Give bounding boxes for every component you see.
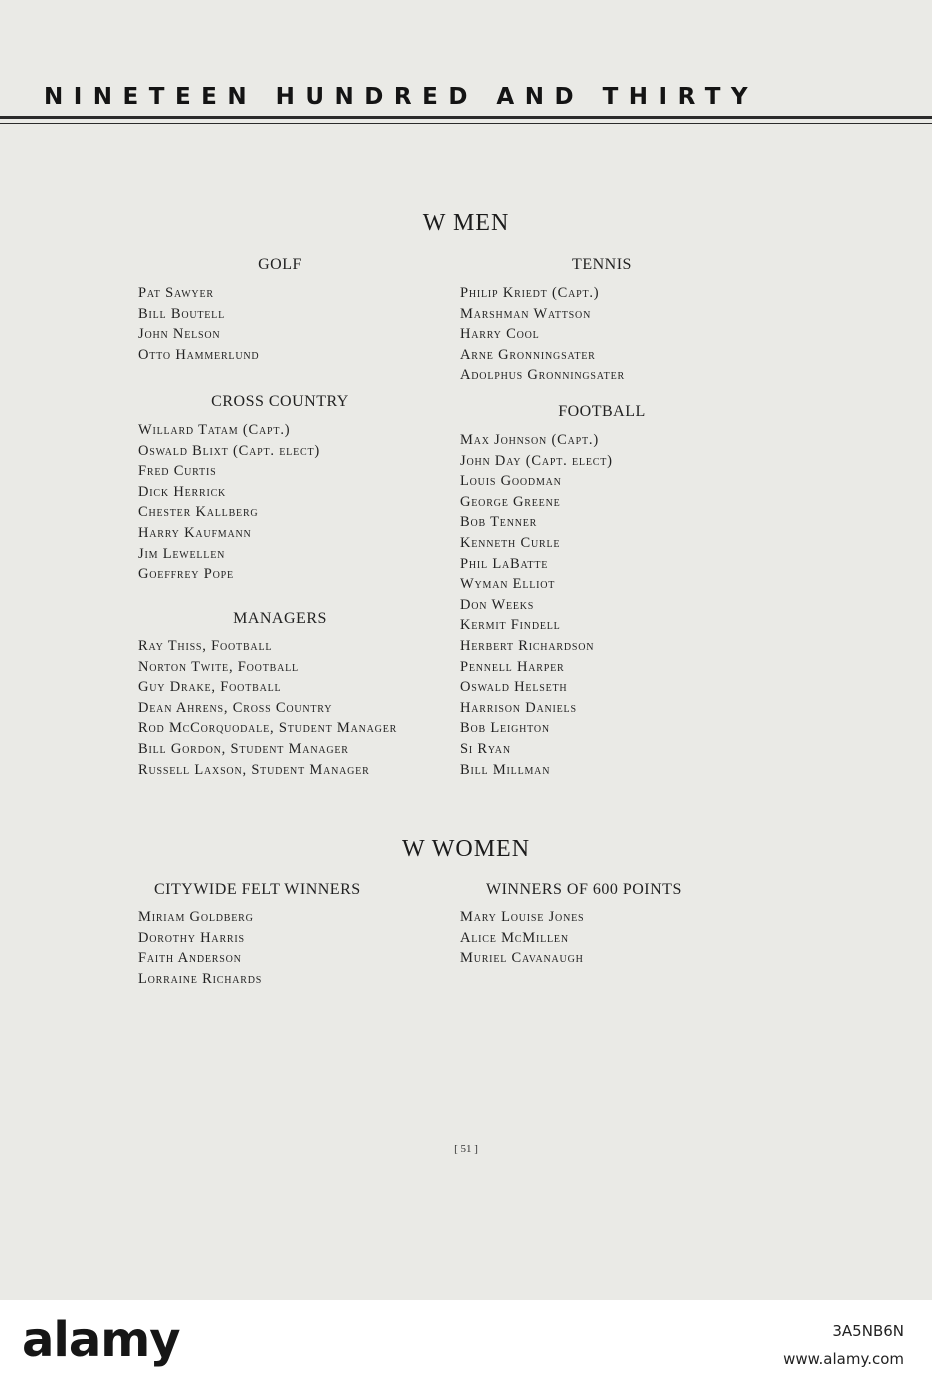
list-item: Harrison Daniels: [460, 699, 577, 716]
list-item: Pennell Harper: [460, 658, 565, 675]
football-list: [460, 430, 613, 780]
running-head: NINETEEN HUNDRED AND THIRTY: [44, 84, 759, 110]
list-item: Bill Gordon, Student Manager: [138, 740, 349, 757]
list-item: Mary Louise Jones: [460, 909, 585, 925]
list-item: Phil LaBatte: [460, 555, 549, 572]
citywide-list: [138, 907, 262, 989]
list-item: Bob Leighton: [460, 720, 550, 737]
tennis-heading: TENNIS: [572, 256, 632, 273]
list-item: Faith Anderson: [138, 950, 242, 967]
watermark-banner: [0, 1300, 932, 1390]
list-item: Bob Tenner: [460, 514, 538, 531]
list-item: Fred Curtis: [138, 463, 217, 480]
header-rule-thin: [0, 123, 932, 124]
header-rule-thick: [0, 116, 932, 119]
list-item: Norton Twite, Football: [138, 658, 299, 675]
points-list: [460, 907, 584, 969]
image-id: 3A5NB6N: [832, 1322, 904, 1340]
cross-country-list: [138, 420, 320, 585]
list-item: Otto Hammerlund: [138, 346, 260, 363]
managers-heading: MANAGERS: [233, 610, 327, 627]
list-item: Lorraine Richards: [138, 970, 263, 987]
list-item: Wyman Elliot: [460, 576, 556, 593]
list-item: Oswald Helseth: [460, 679, 568, 696]
tennis-list: [460, 283, 625, 386]
list-item: Kermit Findell: [460, 617, 561, 634]
list-item: George Greene: [460, 493, 561, 510]
list-item: Adolphus Gronningsater: [460, 367, 625, 384]
cross-country-heading: CROSS COUNTRY: [211, 393, 349, 410]
citywide-heading: CITYWIDE FELT WINNERS: [154, 881, 361, 898]
golf-heading: GOLF: [258, 256, 302, 273]
managers-list: [138, 636, 397, 780]
list-item: Guy Drake, Football: [138, 679, 282, 696]
list-item: Muriel Cavanaugh: [460, 950, 584, 967]
list-item: Miriam Goldberg: [138, 909, 254, 925]
list-item: Rod McCorquodale, Student Manager: [138, 720, 398, 737]
list-item: Dorothy Harris: [138, 929, 245, 946]
w-men-title: W MEN: [422, 210, 510, 236]
list-item: Si Ryan: [460, 740, 511, 757]
golf-list: [138, 283, 259, 365]
list-item: John Day (Capt. elect): [460, 452, 613, 469]
list-item: Goeffrey Pope: [138, 566, 234, 583]
list-item: Chester Kallberg: [138, 504, 259, 521]
list-item: Marshman Wattson: [460, 305, 592, 322]
list-item: Harry Cool: [460, 326, 540, 343]
list-item: Bill Boutell: [138, 305, 225, 322]
list-item: Dean Ahrens, Cross Country: [138, 699, 333, 716]
list-item: Don Weeks: [460, 596, 535, 613]
brand-logo: alamy: [22, 1312, 180, 1368]
site-url: www.alamy.com: [783, 1350, 904, 1368]
list-item: Willard Tatam (Capt.): [138, 422, 291, 438]
list-item: Arne Gronningsater: [460, 346, 596, 363]
list-item: Dick Herrick: [138, 483, 227, 500]
list-item: Herbert Richardson: [460, 637, 595, 654]
list-item: Bill Millman: [460, 761, 551, 778]
list-item: Oswald Blixt (Capt. elect): [138, 442, 320, 459]
list-item: Jim Lewellen: [138, 545, 226, 562]
page-number: [ 51 ]: [454, 1143, 478, 1155]
w-women-title: W WOMEN: [401, 836, 531, 862]
list-item: Harry Kaufmann: [138, 524, 252, 541]
list-item: Max Johnson (Capt.): [460, 432, 599, 448]
list-item: John Nelson: [138, 326, 221, 343]
list-item: Alice McMillen: [460, 929, 569, 946]
list-item: Ray Thiss, Football: [138, 638, 273, 654]
list-item: Philip Kriedt (Capt.): [460, 285, 600, 301]
football-heading: FOOTBALL: [558, 403, 646, 420]
list-item: Louis Goodman: [460, 473, 562, 490]
list-item: Kenneth Curle: [460, 534, 561, 551]
list-item: Russell Laxson, Student Manager: [138, 761, 370, 778]
points-heading: WINNERS OF 600 POINTS: [486, 881, 682, 898]
list-item: Pat Sawyer: [138, 285, 214, 301]
